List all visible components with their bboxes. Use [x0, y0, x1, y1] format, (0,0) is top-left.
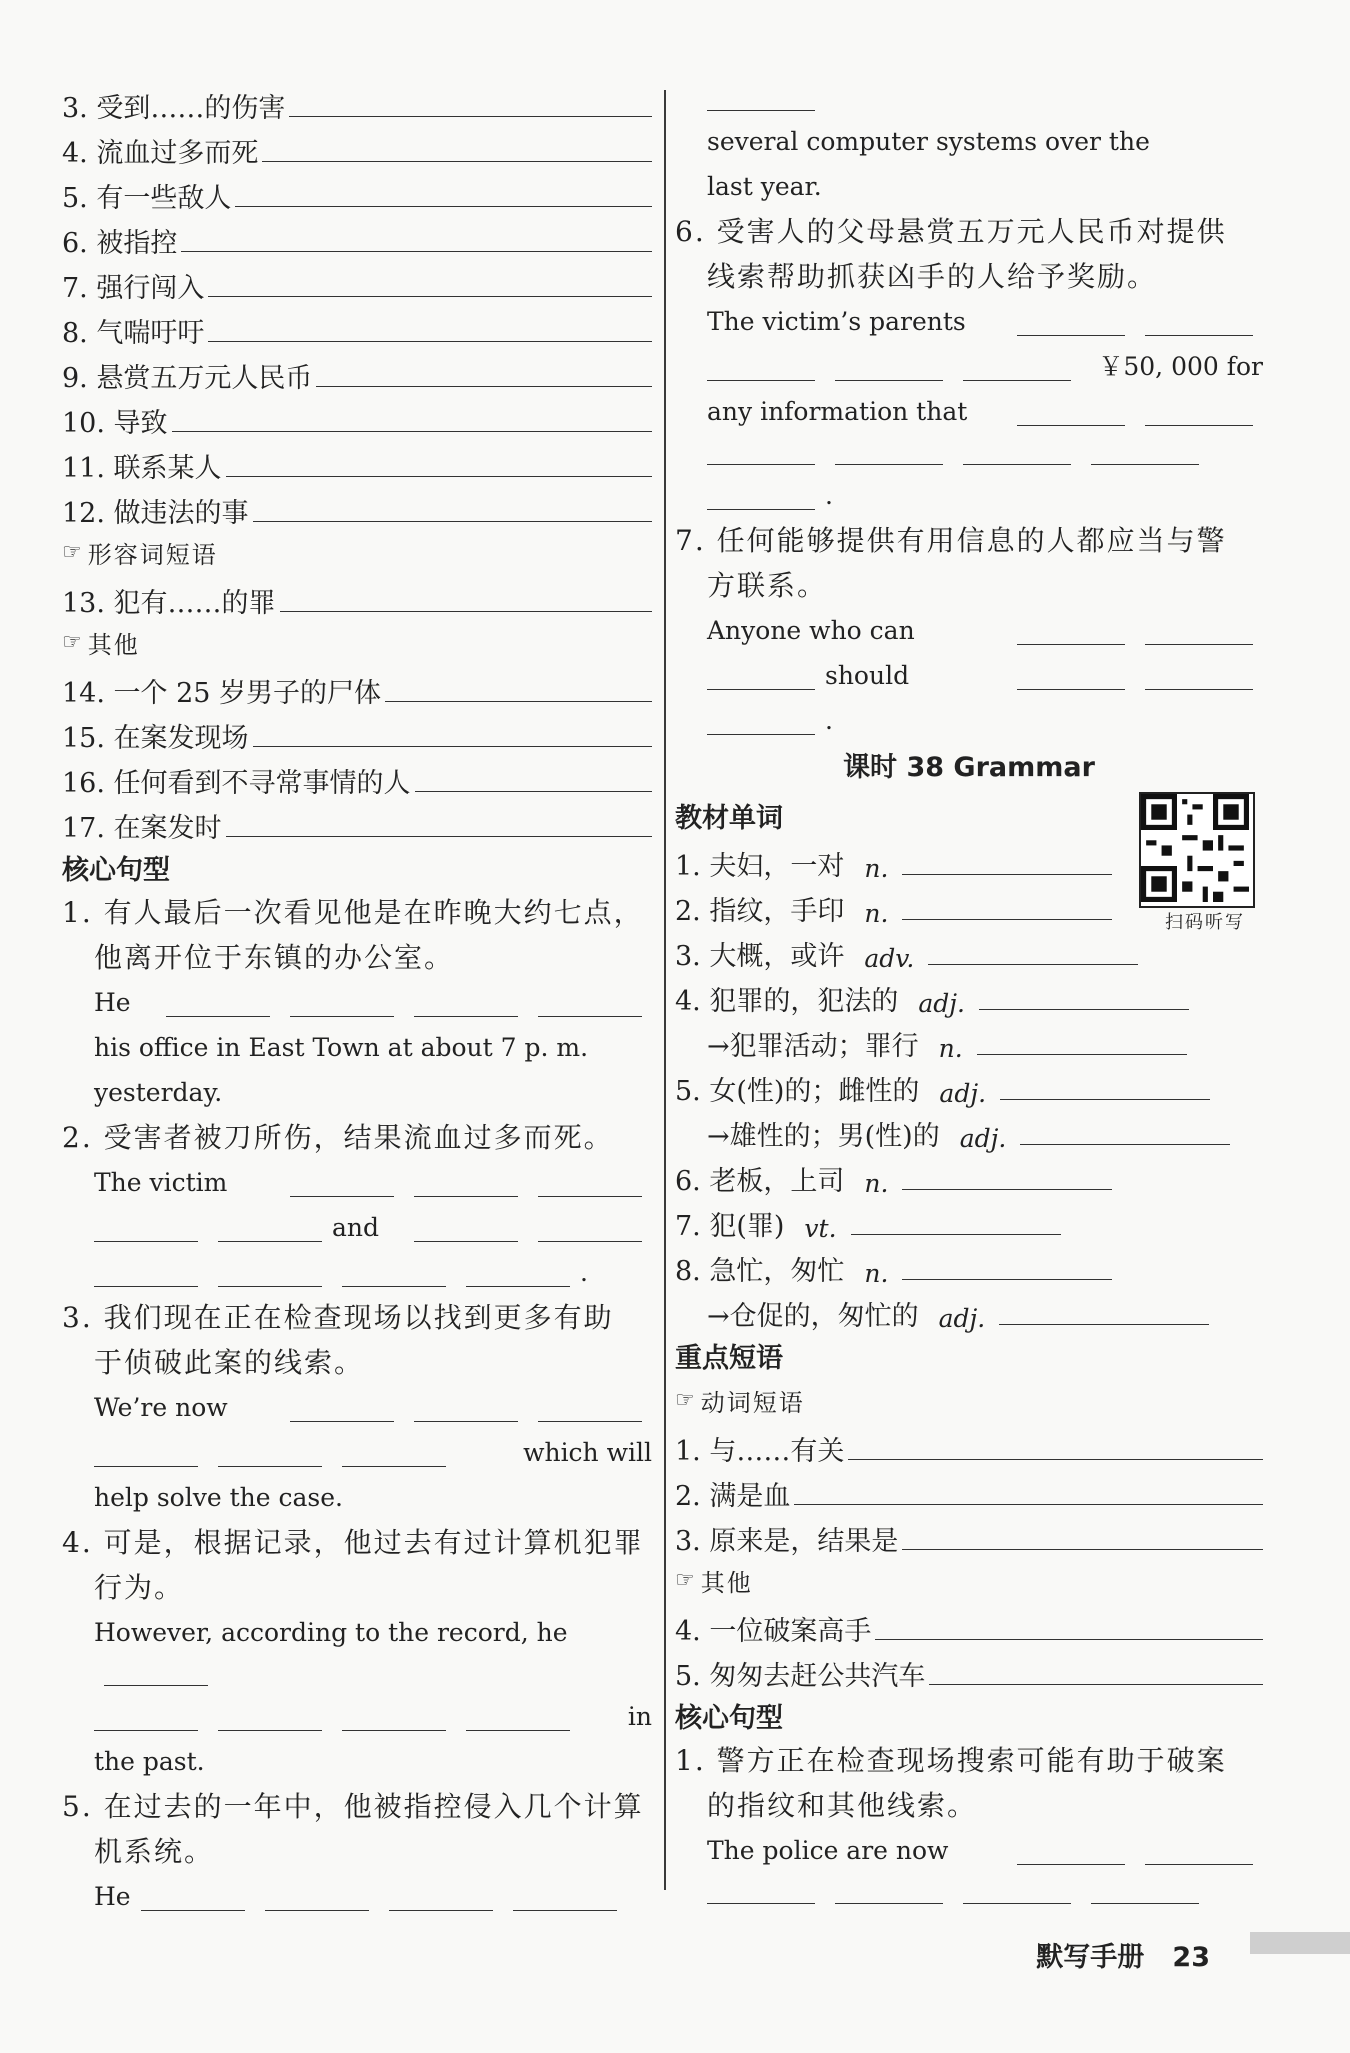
phrase-list — [62, 665, 652, 845]
column-divider — [664, 90, 666, 1890]
answer-blank[interactable] — [415, 791, 652, 792]
phrase-item: 11. 联系某人 — [62, 440, 652, 485]
answer-blank[interactable] — [342, 1256, 446, 1287]
phrase-item: 5. 有一些敌人 — [62, 170, 652, 215]
pointing-hand-icon: ☞ — [62, 540, 84, 565]
right-column: several computer systems over the last year. 6. 受害人的父母悬赏五万元人民币对提供 线索帮助抓获凶手的人给予奖励。 The victim’s parents ￥50, 000 for any information that . 7. 任何能够提供有用信息的人都应当与警 方联系。 Anyone who can should . 课时 38 Grammar 教材单词 1. 夫妇，一对 n. 2. 指纹，手印 n. 3. 大概，或许 adv. 4. 犯罪的，犯法的 adj. →犯罪活动；罪行 n. 5. 女(性)的；雌性的 adj. →雄性的；男(性)的 adj. 6. 老板，上司 n. 7. 犯(罪) vt. 8. 急忙，匆忙 n. →仓促的，匆忙的 adj. 重点短语 ☞ 动词短语 1. 与……有关 2. 满是血 3. 原来是，结果是 ☞ 其他 4. 一位破案高手 5. 匆匆去赶公共汽车 核心句型 1. 警方正在检查现场搜索可能有助于破案 的指纹和其他线索。 The police are now 扫码听写 — [675, 80, 1263, 1912]
phrase-list — [62, 575, 652, 620]
phrase-item: 4. 流血过多而死 — [62, 125, 652, 170]
answer-blank[interactable] — [1091, 434, 1199, 465]
phrase-item: 14. 一个 25 岁男子的尸体 — [62, 665, 652, 710]
answer-blank[interactable] — [414, 986, 518, 1017]
core-sentence-1-zh: 1. 警方正在检查现场搜索可能有助于破案 的指纹和其他线索。 — [675, 1744, 1227, 1822]
sentence-2-zh: 2. 受害者被刀所伤，结果流血过多而死。 — [62, 1121, 614, 1154]
qr-code-icon[interactable] — [1139, 792, 1255, 908]
answer-blank[interactable] — [977, 1054, 1187, 1055]
answer-blank[interactable] — [218, 1436, 322, 1467]
answer-blank[interactable] — [1145, 395, 1253, 426]
phrase-item: 12. 做违法的事 — [62, 485, 652, 530]
vocab-item: 5. 女(性)的；雌性的 adj. — [675, 1063, 1263, 1108]
answer-blank[interactable] — [929, 1684, 1263, 1685]
vocab-item: 8. 急忙，匆忙 n. — [675, 1243, 1263, 1288]
vocab-item: 6. 老板，上司 n. — [675, 1153, 1263, 1198]
sentence-6-en: The victim’s parents — [675, 299, 1263, 344]
answer-blank[interactable] — [289, 116, 652, 117]
answer-blank[interactable] — [928, 964, 1138, 965]
pointing-hand-icon: ☞ — [675, 1388, 697, 1413]
answer-blank[interactable] — [94, 1700, 198, 1731]
phrase-item: 5. 匆匆去赶公共汽车 — [675, 1648, 1263, 1693]
phrase-list — [675, 1603, 1263, 1693]
answer-blank[interactable] — [316, 386, 652, 387]
answer-blank[interactable] — [963, 1873, 1071, 1904]
answer-blank[interactable] — [835, 1873, 943, 1904]
answer-blank[interactable] — [707, 659, 815, 690]
sentence-7-en: Anyone who can — [675, 608, 1263, 653]
sentence-7-zh: 7. 任何能够提供有用信息的人都应当与警 方联系。 — [675, 524, 1227, 602]
answer-blank[interactable] — [208, 296, 652, 297]
sentence-1-en: He — [62, 980, 652, 1025]
answer-blank[interactable] — [902, 1549, 1263, 1550]
answer-blank[interactable] — [1091, 1873, 1199, 1904]
sentence-6-zh: 6. 受害人的父母悬赏五万元人民币对提供 线索帮助抓获凶手的人给予奖励。 — [675, 215, 1227, 293]
pointing-hand-icon: ☞ — [675, 1568, 697, 1593]
answer-blank[interactable] — [707, 704, 815, 735]
phrase-item: 1. 与……有关 — [675, 1423, 1263, 1468]
answer-blank[interactable] — [342, 1700, 446, 1731]
phrase-item: 6. 被指控 — [62, 215, 652, 260]
answer-blank[interactable] — [794, 1504, 1263, 1505]
phrase-item: 13. 犯有……的罪 — [62, 575, 652, 620]
answer-blank[interactable] — [226, 476, 652, 477]
phrase-item: 10. 导致 — [62, 395, 652, 440]
phrase-item: 4. 一位破案高手 — [675, 1603, 1263, 1648]
answer-blank[interactable] — [538, 1391, 642, 1422]
answer-blank[interactable] — [253, 746, 652, 747]
answer-blank[interactable] — [1017, 614, 1125, 645]
phrase-item: 15. 在案发现场 — [62, 710, 652, 755]
answer-blank[interactable] — [902, 919, 1112, 920]
answer-blank[interactable] — [218, 1211, 322, 1242]
vocab-item: 1. 夫妇，一对 n. — [675, 838, 1263, 883]
answer-blank[interactable] — [1017, 395, 1125, 426]
answer-blank[interactable] — [538, 986, 642, 1017]
answer-blank[interactable] — [538, 1166, 642, 1197]
qr-caption: 扫码听写 — [1165, 912, 1245, 933]
answer-blank[interactable] — [848, 1459, 1263, 1460]
answer-blank[interactable] — [466, 1700, 570, 1731]
page-footer: 默写手册 23 — [1036, 1942, 1210, 1973]
answer-blank[interactable] — [1017, 1834, 1125, 1865]
sentence-3-zh: 3. 我们现在正在检查现场以找到更多有助 于侦破此案的线索。 — [62, 1301, 614, 1379]
core-sentence-1-en: The police are now — [675, 1828, 1263, 1873]
sentence-5-en-cont: several computer systems over the — [675, 80, 1263, 164]
answer-blank[interactable] — [265, 1880, 369, 1911]
answer-blank[interactable] — [851, 1234, 1061, 1235]
answer-blank[interactable] — [235, 206, 652, 207]
answer-blank[interactable] — [963, 434, 1071, 465]
answer-blank[interactable] — [290, 1166, 394, 1197]
answer-blank[interactable] — [902, 1279, 1112, 1280]
answer-blank[interactable] — [707, 80, 815, 111]
answer-blank[interactable] — [538, 1211, 642, 1242]
section-title-core: 核心句型 — [62, 855, 170, 886]
left-column: 3. 受到……的伤害 4. 流血过多而死 5. 有一些敌人 6. 被指控 7. 强行闯入 8. 气喘吁吁 9. 悬赏五万元人民币 10. 导致 11. 联系某人 12. 做违法的事 ☞ 形容词短语 13. 犯有……的罪 ☞ 其他 14. 一个 25 岁男子的尸体 15. 在案发现场 16. 任何看到不寻常事情的人 17. 在案发时 核心句型 1. 有人最后一次看见他是在昨晚大约七点， 他离开位于东镇的办公室。 He his office in East Town at about 7 p. m. yesterday. 2. 受害者被刀所伤，结果流血过多而死。 The victim and . 3. 我们现在正在检查现场以找到更多有助 于侦破此案的线索。 We’re now which will help solve the case. 4. 可是，根据记录，他过去有过计算机犯罪 行为。 However, according to the record, he in the past. 5. 在过去的一年中，他被指控侵入几个计算 机系统。 He — [62, 80, 652, 1919]
sentence-3-en: We’re now — [62, 1385, 652, 1430]
answer-blank[interactable] — [290, 1391, 394, 1422]
answer-blank[interactable] — [1017, 659, 1125, 690]
answer-blank[interactable] — [707, 1873, 815, 1904]
sentence-1-zh: 1. 有人最后一次看见他是在昨晚大约七点， 他离开位于东镇的办公室。 — [62, 896, 644, 974]
answer-blank[interactable] — [835, 350, 943, 381]
phrase-item: 8. 气喘吁吁 — [62, 305, 652, 350]
answer-blank[interactable] — [290, 986, 394, 1017]
vocab-item: 2. 指纹，手印 n. — [675, 883, 1263, 928]
answer-blank[interactable] — [902, 874, 1112, 875]
vocab-item: 3. 大概，或许 adv. — [675, 928, 1263, 973]
vocab-item: 4. 犯罪的，犯法的 adj. — [675, 973, 1263, 1018]
answer-blank[interactable] — [342, 1436, 446, 1467]
answer-blank[interactable] — [262, 161, 652, 162]
answer-blank[interactable] — [389, 1880, 493, 1911]
phrase-list — [675, 1423, 1263, 1558]
subsection-adj: ☞ 形容词短语 — [62, 540, 218, 569]
section-title-key-phrases: 重点短语 — [675, 1343, 783, 1374]
sentence-2-en: The victim — [62, 1160, 652, 1205]
answer-blank[interactable] — [94, 1256, 198, 1287]
answer-blank[interactable] — [963, 350, 1071, 381]
vocab-item: →雄性的；男(性)的 adj. — [675, 1108, 1263, 1153]
answer-blank[interactable] — [166, 986, 270, 1017]
subsection-other: ☞ 其他 — [62, 630, 140, 659]
answer-blank[interactable] — [385, 701, 652, 702]
answer-blank[interactable] — [253, 521, 652, 522]
answer-blank[interactable] — [94, 1211, 198, 1242]
vocab-item: 7. 犯(罪) vt. — [675, 1198, 1263, 1243]
answer-blank[interactable] — [707, 479, 815, 510]
footer-bar — [1250, 1932, 1350, 1954]
answer-blank[interactable] — [1000, 1099, 1210, 1100]
section-title-vocab: 教材单词 — [675, 803, 783, 834]
answer-blank[interactable] — [141, 1880, 245, 1911]
phrase-item: 3. 受到……的伤害 — [62, 80, 652, 125]
vocab-item: →仓促的，匆忙的 adj. — [675, 1288, 1263, 1333]
answer-blank[interactable] — [280, 611, 652, 612]
answer-blank[interactable] — [513, 1880, 617, 1911]
answer-blank[interactable] — [414, 1166, 518, 1197]
sentence-4-en: However, according to the record, he — [62, 1610, 652, 1694]
phrase-item: 3. 原来是，结果是 — [675, 1513, 1263, 1558]
sentence-4-zh: 4. 可是，根据记录，他过去有过计算机犯罪 行为。 — [62, 1526, 644, 1604]
answer-blank[interactable] — [414, 1391, 518, 1422]
answer-blank[interactable] — [1020, 1144, 1230, 1145]
phrase-item: 16. 任何看到不寻常事情的人 — [62, 755, 652, 800]
subsection-verb: ☞ 动词短语 — [675, 1388, 805, 1417]
answer-blank[interactable] — [1017, 305, 1125, 336]
phrase-item: 2. 满是血 — [675, 1468, 1263, 1513]
answer-blank[interactable] — [1145, 659, 1253, 690]
answer-blank[interactable] — [466, 1256, 570, 1287]
vocab-item: →犯罪活动；罪行 n. — [675, 1018, 1263, 1063]
answer-blank[interactable] — [104, 1655, 208, 1686]
answer-blank[interactable] — [414, 1211, 518, 1242]
answer-blank[interactable] — [707, 434, 815, 465]
subsection-other: ☞ 其他 — [675, 1568, 753, 1597]
answer-blank[interactable] — [835, 434, 943, 465]
answer-blank[interactable] — [172, 431, 652, 432]
phrase-list — [62, 80, 652, 530]
answer-blank[interactable] — [875, 1639, 1263, 1640]
sentence-5-zh: 5. 在过去的一年中，他被指控侵入几个计算 机系统。 — [62, 1790, 644, 1868]
sentence-5-en: He — [62, 1874, 652, 1919]
answer-blank[interactable] — [707, 350, 815, 381]
answer-blank[interactable] — [208, 341, 652, 342]
answer-blank[interactable] — [226, 836, 652, 837]
pointing-hand-icon: ☞ — [62, 630, 84, 655]
answer-blank[interactable] — [1145, 614, 1253, 645]
answer-blank[interactable] — [218, 1700, 322, 1731]
answer-blank[interactable] — [979, 1009, 1189, 1010]
phrase-item: 7. 强行闯入 — [62, 260, 652, 305]
answer-blank[interactable] — [218, 1256, 322, 1287]
phrase-item: 9. 悬赏五万元人民币 — [62, 350, 652, 395]
answer-blank[interactable] — [181, 251, 652, 252]
phrase-item: 17. 在案发时 — [62, 800, 652, 845]
answer-blank[interactable] — [1145, 1834, 1253, 1865]
lesson-title: 课时 38 Grammar — [843, 752, 1095, 783]
answer-blank[interactable] — [94, 1436, 198, 1467]
answer-blank[interactable] — [902, 1189, 1112, 1190]
answer-blank[interactable] — [1145, 305, 1253, 336]
answer-blank[interactable] — [999, 1324, 1209, 1325]
section-title-core: 核心句型 — [675, 1703, 783, 1734]
